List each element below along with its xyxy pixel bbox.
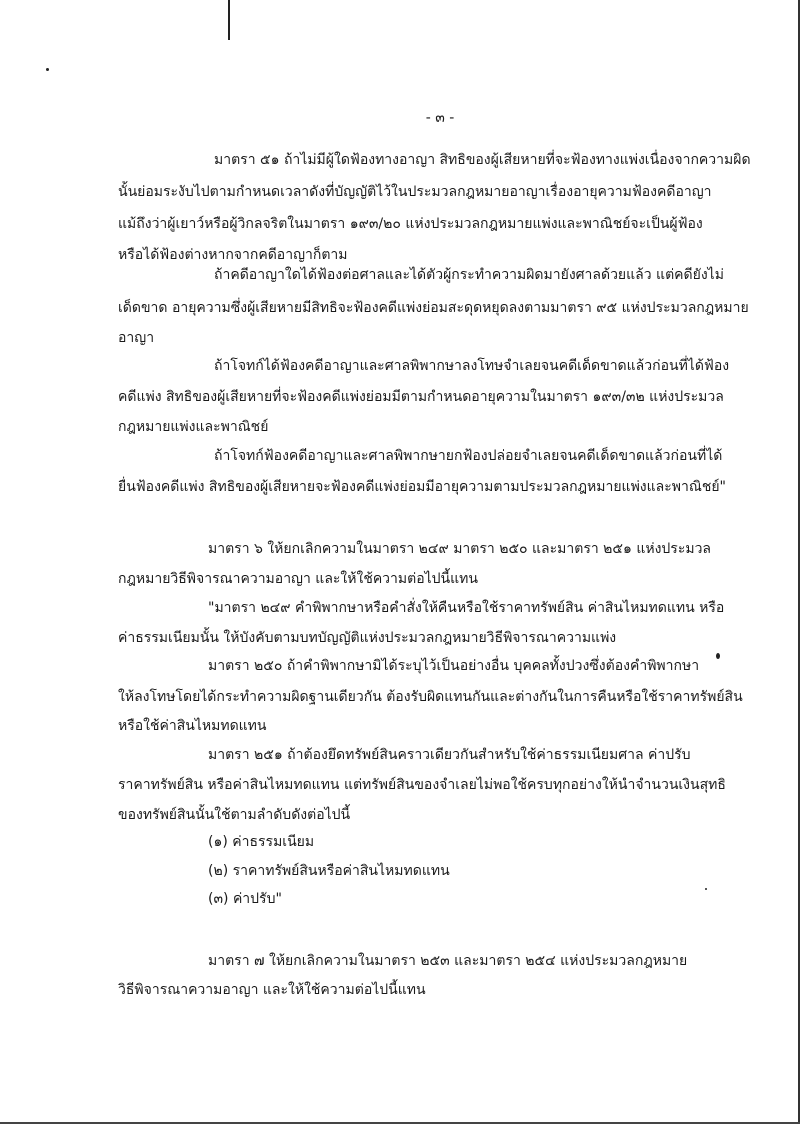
text-line: แม้ถึงว่าผู้เยาว์หรือผู้วิกลจริตในมาตรา ๑๙๓/๒๐ แห่งประมวลกฎหมายแพ่งและพาณิชย์จะเป็นผู้ฟ้อง [118, 216, 703, 232]
text-line: คดีแพ่ง สิทธิของผู้เสียหายที่จะฟ้องคดีแพ่งย่อมมีตามกำหนดอายุความในมาตรา ๑๙๓/๓๒ แห่งประมวล [118, 389, 724, 405]
text-line: หรือได้ฟ้องต่างหากจากคดีอาญาก็ตาม [118, 247, 348, 263]
text-line: ถ้าคดีอาญาใดได้ฟ้องต่อศาลและได้ตัวผู้กระทำความผิดมายังศาลด้วยแล้ว แต่คดียังไม่ [214, 267, 724, 283]
scan-speck [705, 888, 707, 890]
text-line: ถ้าโจทก์ได้ฟ้องคดีอาญาและศาลพิพากษาลงโทษจำเลยจนคดีเด็ดขาดแล้วก่อนที่ได้ฟ้อง [214, 358, 730, 374]
text-line: (๓) ค่าปรับ" [208, 891, 282, 907]
text-line: วิธีพิจารณาความอาญา และให้ใช้ความต่อไปนี้แทน [118, 982, 426, 998]
text-line: ราคาทรัพย์สิน หรือค่าสินไหมทดแทน แต่ทรัพย์สินของจำเลยไม่พอใช้ครบทุกอย่างให้นำจำนวนเงินสุทธิ [118, 777, 726, 793]
scan-artifact-line [228, 0, 230, 40]
text-line: (๒) ราคาทรัพย์สินหรือค่าสินไหมทดแทน [208, 863, 450, 879]
text-line: มาตรา ๖ ให้ยกเลิกความในมาตรา ๒๔๙ มาตรา ๒๕๐ และมาตรา ๒๕๑ แห่งประมวล [208, 541, 712, 557]
text-line: กฎหมายวิธีพิจารณาความอาญา และให้ใช้ความต่อไปนี้แทน [118, 571, 478, 587]
text-line: มาตรา ๒๕๐ ถ้าคำพิพากษามิได้ระบุไว้เป็นอย่างอื่น บุคคลทั้งปวงซึ่งต้องคำพิพากษา [208, 658, 700, 674]
text-line: กฎหมายแพ่งและพาณิชย์ [118, 419, 269, 435]
text-line: มาตรา ๕๑ ถ้าไม่มีผู้ใดฟ้องทางอาญา สิทธิของผู้เสียหายที่จะฟ้องทางแพ่งเนื่องจากความผิด [214, 152, 751, 168]
page-number: - ๓ - [425, 110, 455, 126]
text-line: ถ้าโจทก์ฟ้องคดีอาญาและศาลพิพากษายกฟ้องปล่อยจำเลยจนคดีเด็ดขาดแล้วก่อนที่ได้ [214, 448, 723, 464]
text-line: อาญา [118, 330, 155, 346]
text-line: ของทรัพย์สินนั้นใช้ตามลำดับดังต่อไปนี้ [118, 807, 351, 823]
text-line: หรือใช้ค่าสินไหมทดแทน [118, 718, 267, 734]
text-line: มาตรา ๗ ให้ยกเลิกความในมาตรา ๒๕๓ และมาตรา ๒๕๔ แห่งประมวลกฎหมาย [208, 953, 688, 969]
text-line: "มาตรา ๒๔๙ คำพิพากษาหรือคำสั่งให้คืนหรือใช้ราคาทรัพย์สิน ค่าสินไหมทดแทน หรือ [208, 600, 725, 616]
scan-speck [46, 68, 49, 71]
text-line: ให้ลงโทษโดยได้กระทำความผิดฐานเดียวกัน ต้องรับผิดแทนกันและต่างกันในการคืนหรือใช้ราคาทรัพย์สิน [118, 689, 743, 705]
text-line: (๑) ค่าธรรมเนียม [208, 834, 315, 850]
scan-speck [716, 653, 720, 659]
text-line: นั้นย่อมระงับไปตามกำหนดเวลาดังที่บัญญัติไว้ในประมวลกฎหมายอาญาเรื่องอายุความฟ้องคดีอาญา [118, 184, 712, 200]
text-line: มาตรา ๒๕๑ ถ้าต้องยึดทรัพย์สินคราวเดียวกันสำหรับใช้ค่าธรรมเนียมศาล ค่าปรับ [208, 747, 691, 763]
text-line: ยื่นฟ้องคดีแพ่ง สิทธิของผู้เสียหายจะฟ้องคดีแพ่งย่อมมีอายุความตามประมวลกฎหมายแพ่งและพาณิชย์" [118, 479, 726, 495]
text-line: เด็ดขาด อายุความซึ่งผู้เสียหายมีสิทธิจะฟ้องคดีแพ่งย่อมสะดุดหยุดลงตามมาตรา ๙๕ แห่งประมวลกฎหมาย [118, 300, 749, 316]
text-line: ค่าธรรมเนียมนั้น ให้บังคับตามบทบัญญัติแห่งประมวลกฎหมายวิธีพิจารณาความแพ่ง [118, 630, 617, 646]
